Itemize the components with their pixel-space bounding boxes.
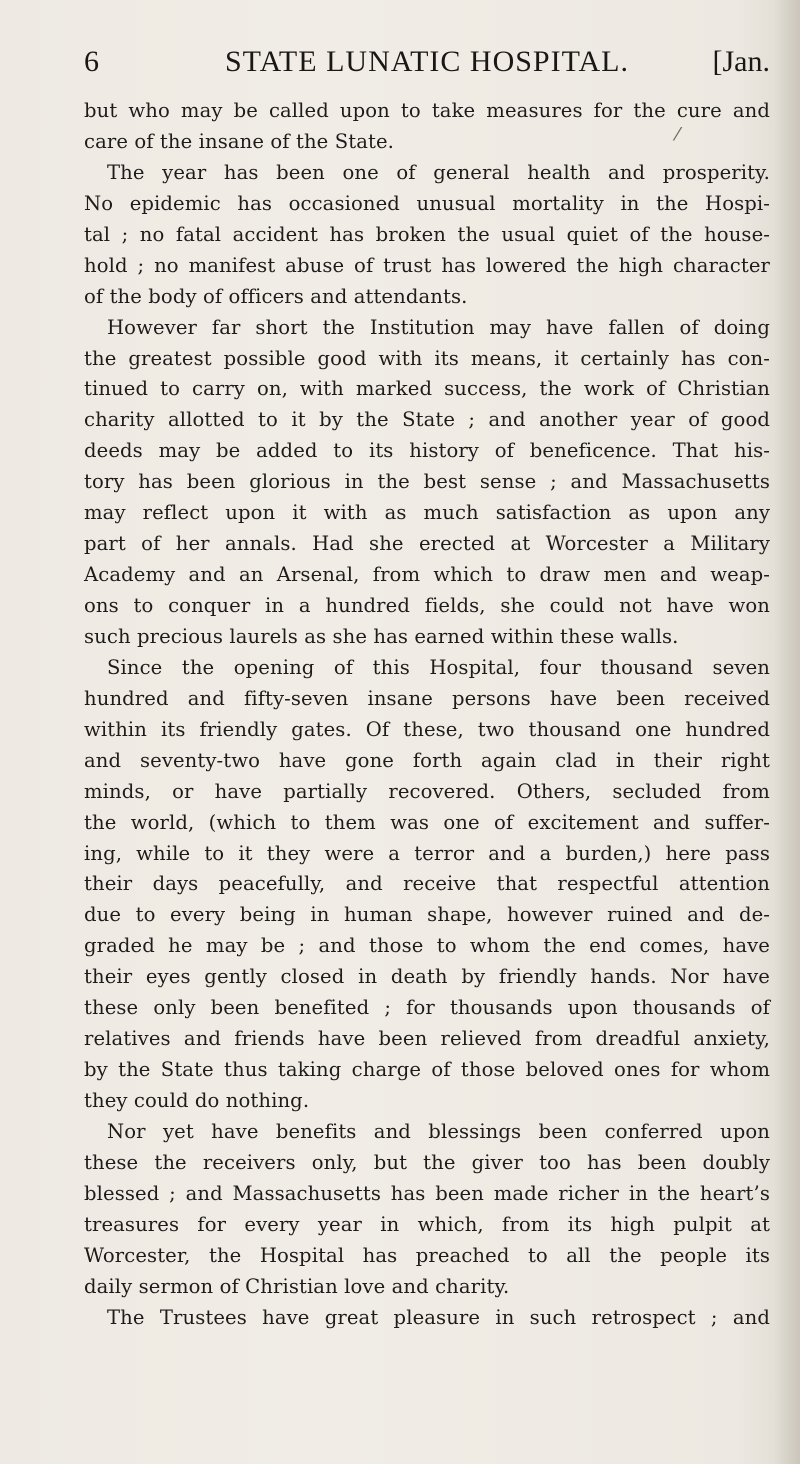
text-line: charity allotted to it by the State ; and another year of good	[84, 408, 770, 432]
text-line: such precious laurels as she has earned within these walls.	[84, 624, 679, 648]
text-line: Nor yet have benefits and blessings been conferred upon	[107, 1119, 770, 1143]
text-line: The year has been one of general health and prosperity.	[107, 160, 770, 184]
text-line: hundred and fifty-seven insane persons have been received	[84, 686, 770, 710]
running-header	[84, 38, 770, 86]
text-line: due to every being in human shape, however ruined and de-	[84, 903, 770, 927]
text-line: The Trustees have great pleasure in such retrospect ; and	[107, 1305, 770, 1329]
text-line: ons to conquer in a hundred fields, she could not have won	[84, 594, 770, 617]
text-line: treasures for every year in which, from its high pulpit at	[84, 1212, 770, 1236]
text-line: tinued to carry on, with marked success, the work of Christian	[84, 377, 770, 401]
running-title: STATE LUNATIC HOSPITAL.	[224, 45, 630, 78]
text-line: No epidemic has occasioned unusual mortality in the Hospi-	[84, 191, 770, 215]
text-line: by the State thus taking charge of those beloved ones for whom	[84, 1058, 770, 1082]
text-line: their eyes gently closed in death by friendly hands. Nor have	[84, 965, 770, 989]
text-line: may reflect upon it with as much satisfaction as upon any	[84, 501, 770, 525]
running-date: [Jan.	[712, 45, 770, 78]
text-line: these the receivers only, but the giver too has been doubly	[84, 1150, 770, 1174]
text-line: care of the insane of the State.	[84, 129, 394, 153]
page-number: 6	[84, 45, 99, 78]
text-line: Since the opening of this Hospital, four thousand seven	[107, 655, 770, 679]
text-line: deeds may be added to its history of beneficence. That his-	[84, 439, 770, 463]
text-line: Worcester, the Hospital has preached to all the people its	[84, 1243, 770, 1267]
text-line: but who may be called upon to take measures for the cure and	[84, 99, 770, 122]
text-line: of the body of officers and attendants.	[84, 284, 468, 308]
text-line: their days peacefully, and receive that respectful attention	[84, 872, 770, 896]
text-line: part of her annals. Had she erected at Worcester a Military	[84, 532, 770, 556]
page-edge-shadow	[774, 0, 800, 1464]
text-line: tal ; no fatal accident has broken the usual quiet of the house-	[84, 222, 770, 246]
text-line: Academy and an Arsenal, from which to draw men and weap-	[84, 563, 770, 587]
body-text	[84, 96, 770, 1334]
text-line: within its friendly gates. Of these, two thousand one hundred	[84, 717, 770, 741]
text-line: blessed ; and Massachusetts has been made richer in the heart’s	[84, 1181, 770, 1205]
text-line: tory has been glorious in the best sense ; and Massachusetts	[84, 470, 770, 494]
pencil-mark-icon: ⁄	[676, 124, 680, 145]
text-line: minds, or have partially recovered. Others, secluded from	[84, 779, 770, 803]
text-line: hold ; no manifest abuse of trust has lowered the high character	[84, 253, 770, 277]
text-line: graded he may be ; and those to whom the end comes, have	[84, 934, 770, 958]
text-line: the world, (which to them was one of excitement and suffer-	[84, 810, 770, 834]
text-line: However far short the Institution may have fallen of doing	[107, 315, 770, 339]
text-line: they could do nothing.	[84, 1089, 310, 1112]
text-line: relatives and friends have been relieved from dreadful anxiety,	[84, 1027, 770, 1051]
text-line: the greatest possible good with its means, it certainly has con-	[84, 346, 770, 370]
text-line: daily sermon of Christian love and charity.	[84, 1274, 510, 1298]
text-line: ing, while to it they were a terror and a burden,) here pass	[84, 841, 770, 865]
text-line: and seventy-two have gone forth again clad in their right	[84, 748, 770, 772]
text-line: these only been benefited ; for thousands upon thousands of	[84, 996, 770, 1020]
